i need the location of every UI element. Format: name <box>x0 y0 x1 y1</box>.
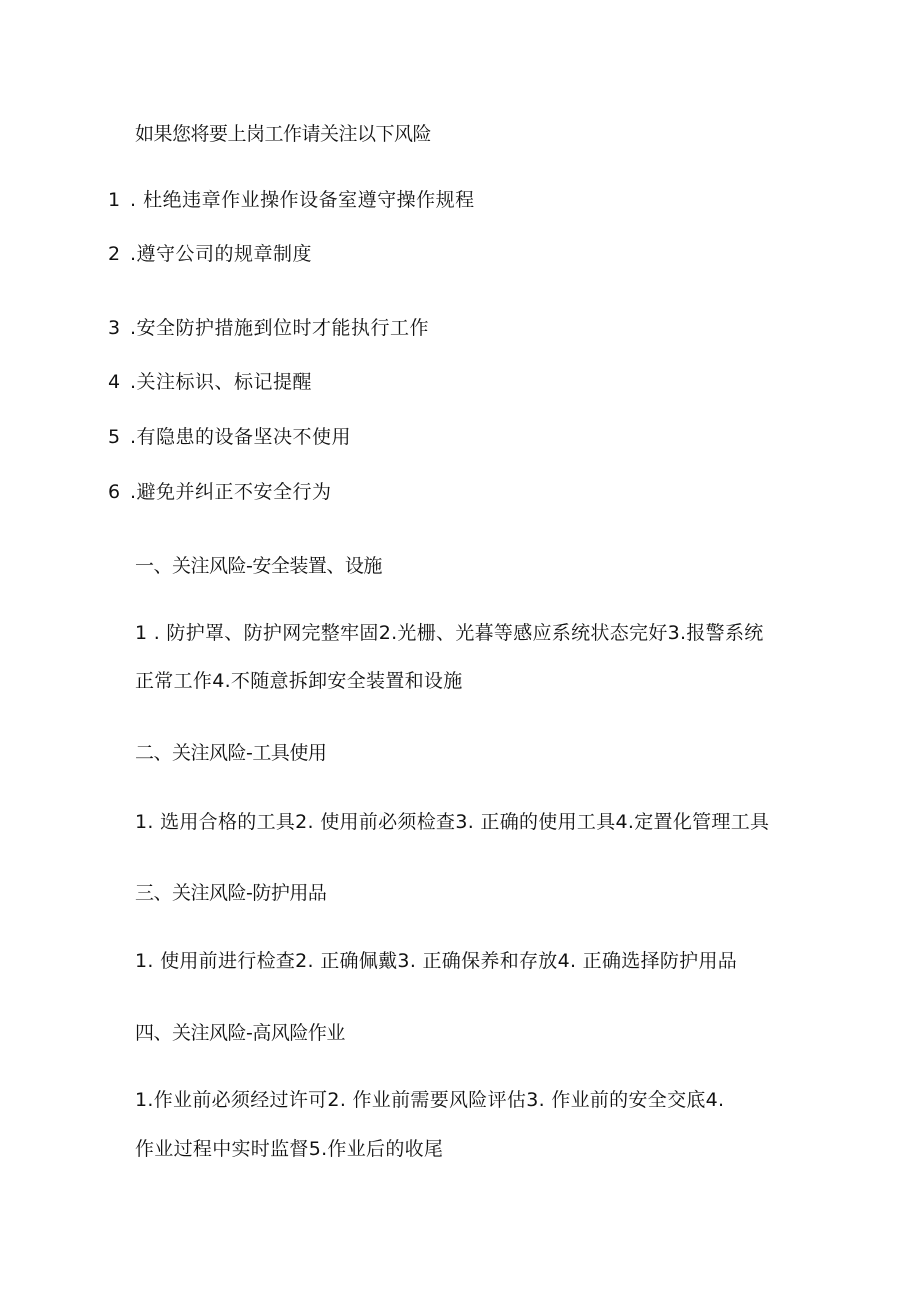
list-item-number: 2 <box>108 243 121 265</box>
list-item-number: 5 <box>108 426 121 448</box>
section-paragraph-line: 1 . 防护罩、防护网完整牢固2.光栅、光暮等感应系统状态完好3.报警系统 <box>135 622 764 644</box>
list-item-number: 4 <box>108 371 121 393</box>
section-paragraph-line: 1. 使用前进行检查2. 正确佩戴3. 正确保养和存放4. 正确选择防护用品 <box>135 950 738 972</box>
section-heading-safety-devices: 一、关注风险-安全装置、设施 <box>135 555 382 577</box>
section-heading-protective-equipment: 三、关注风险-防护用品 <box>135 882 327 904</box>
section-heading-high-risk-work: 四、关注风险-高风险作业 <box>135 1022 345 1044</box>
intro-title: 如果您将要上岗工作请关注以下风险 <box>135 123 432 145</box>
list-item-text: .遵守公司的规章制度 <box>130 243 313 265</box>
list-item-text: . 杜绝违章作业操作设备室遵守操作规程 <box>130 189 475 211</box>
list-item-number: 6 <box>108 481 121 503</box>
list-item-number: 1 <box>108 189 121 211</box>
list-item-text: .安全防护措施到位时才能执行工作 <box>130 317 430 339</box>
section-paragraph-line: 1.作业前必须经过许可2. 作业前需要风险评估3. 作业前的安全交底4. <box>135 1089 725 1111</box>
list-item-number: 3 <box>108 317 121 339</box>
section-paragraph-line: 正常工作4.不随意拆卸安全装置和设施 <box>135 670 463 692</box>
section-heading-tool-use: 二、关注风险-工具使用 <box>135 742 327 764</box>
list-item-text: .关注标识、标记提醒 <box>130 371 313 393</box>
section-paragraph-line: 作业过程中实时监督5.作业后的收尾 <box>135 1138 444 1160</box>
section-paragraph-line: 1. 选用合格的工具2. 使用前必须检查3. 正确的使用工具4.定置化管理工具 <box>135 811 770 833</box>
list-item-text: .有隐患的设备坚决不使用 <box>130 426 352 448</box>
list-item-text: .避免并纠正不安全行为 <box>130 481 332 503</box>
